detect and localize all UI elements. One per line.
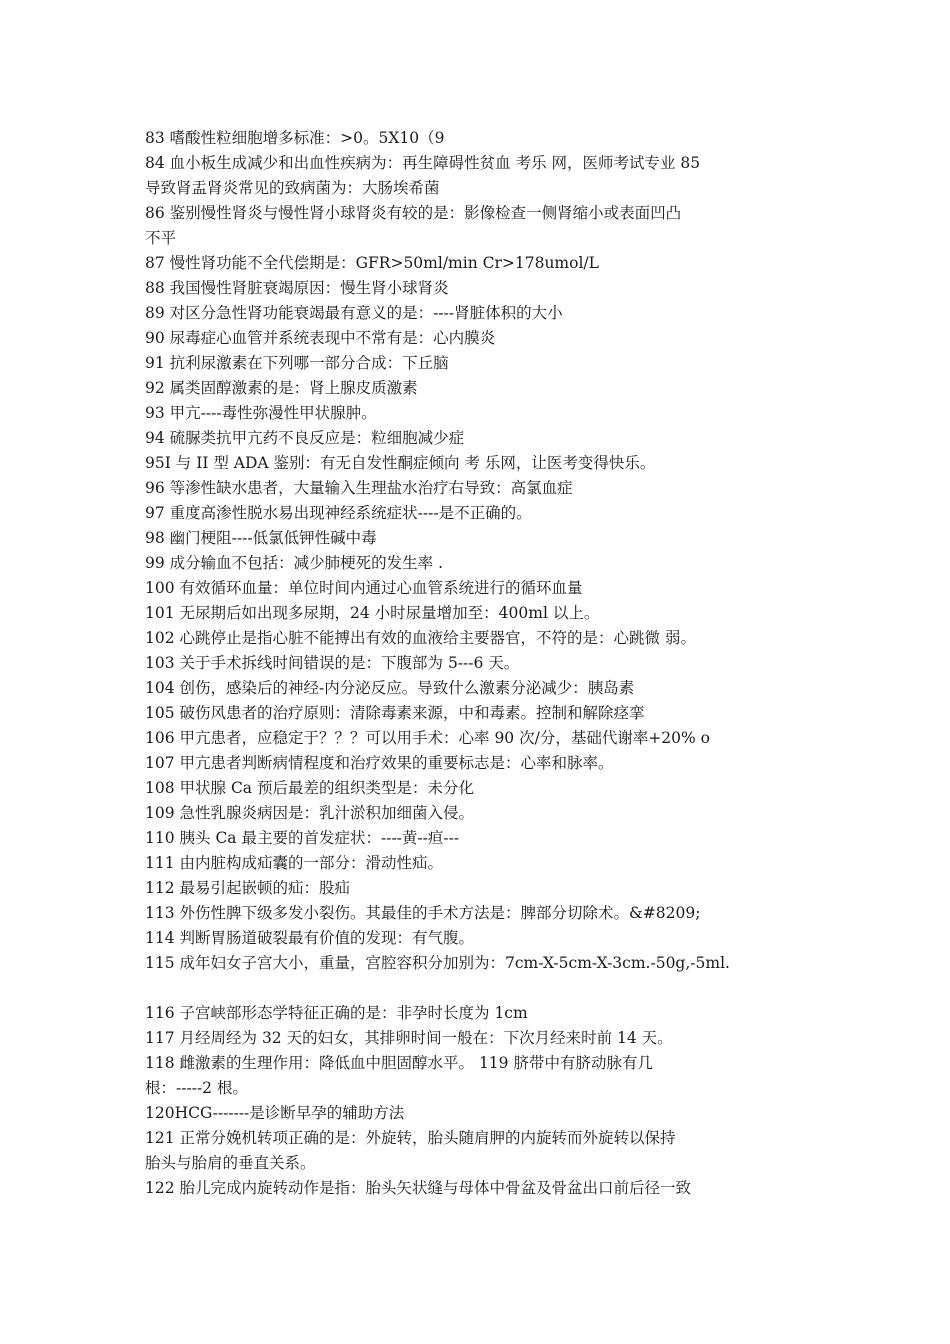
text-line: 90 尿毒症心血管并系统表现中不常有是：心内膜炎 (145, 329, 496, 347)
text-line: 113 外伤性脾下级多发小裂伤。其最佳的手术方法是：脾部分切除术。&#8209; (145, 904, 701, 922)
text-line: 112 最易引起嵌顿的疝：股疝 (145, 879, 351, 897)
text-line: 101 无尿期后如出现多尿期，24 小时尿量增加至：400ml 以上。 (145, 604, 600, 622)
text-line: 120HCG-------是诊断早孕的辅助方法 (145, 1104, 405, 1122)
text-line: 98 幽门梗阻----低氯低钾性碱中毒 (145, 529, 377, 547)
text-line: 110 胰头 Ca 最主要的首发症状：----黄--疸--- (145, 829, 460, 847)
text-line: 114 判断胃肠道破裂最有价值的发现：有气腹。 (145, 929, 475, 947)
text-line: 92 属类固醇激素的是：肾上腺皮质激素 (145, 379, 418, 397)
text-line: 108 甲状腺 Ca 预后最差的组织类型是：未分化 (145, 779, 474, 797)
text-line: 100 有效循环血量：单位时间内通过心血管系统进行的循环血量 (145, 579, 583, 597)
text-line: 106 甲亢患者，应稳定于？？？可以用手术：心率 90 次/分，基础代谢率+20% o (145, 729, 711, 747)
text-line: 导致肾盂肾炎常见的致病菌为：大肠埃希菌 (145, 179, 440, 197)
text-line: 87 慢性肾功能不全代偿期是：GFR>50ml/min Cr>178umol/L (145, 254, 599, 272)
text-line: 96 等渗性缺水患者，大量输入生理盐水治疗右导致：高氯血症 (145, 479, 573, 497)
text-line: 105 破伤风患者的治疗原则：清除毒素来源，中和毒素。控制和解除痉挛 (145, 704, 645, 722)
text-line: 115 成年妇女子宫大小，重量，宫腔容积分加别为：7cm-X-5cm-X-3cm.-50g,-5ml. (145, 954, 730, 972)
text-line: 胎头与胎肩的垂直关系。 (145, 1154, 316, 1172)
text-line: 不平 (145, 229, 177, 247)
text-line: 104 创伤，感染后的神经-内分泌反应。导致什么激素分泌减少：胰岛素 (145, 679, 635, 697)
text-line: 83 嗜酸性粒细胞增多标准：>0。5X10（9 (145, 129, 445, 147)
text-line: 88 我国慢性肾脏衰竭原因：慢生肾小球肾炎 (145, 279, 449, 297)
text-line: 117 月经周经为 32 天的妇女，其排卵时间一般在：下次月经来时前 14 天。 (145, 1029, 673, 1047)
text-line: 97 重度高渗性脱水易出现神经系统症状----是不正确的。 (145, 504, 532, 522)
text-line: 95I 与 II 型 ADA 鉴别：有无自发性酮症倾向 考 乐网，让医考变得快乐。 (145, 454, 656, 472)
text-line: 118 雌激素的生理作用：降低血中胆固醇水平。 119 脐带中有脐动脉有几 (145, 1054, 653, 1072)
text-line: 109 急性乳腺炎病因是：乳汁淤积加细菌入侵。 (145, 804, 475, 822)
text-line: 122 胎儿完成内旋转动作是指：胎头矢状缝与母体中骨盆及骨盆出口前后径一致 (145, 1179, 692, 1197)
text-line: 107 甲亢患者判断病情程度和治疗效果的重要标志是：心率和脉率。 (145, 754, 614, 772)
text-line: 103 关于手术拆线时间错误的是：下腹部为 5---6 天。 (145, 654, 520, 672)
text-line: 93 甲亢----毒性弥漫性甲状腺肿。 (145, 404, 377, 422)
document-body (145, 126, 813, 1201)
text-line: 根：-----2 根。 (145, 1079, 248, 1097)
text-line: 91 抗利尿激素在下列哪一部分合成：下丘脑 (145, 354, 449, 372)
text-line: 86 鉴别慢性肾炎与慢性肾小球肾炎有较的是：影像检查一侧肾缩小或表面凹凸 (145, 204, 682, 222)
text-line: 121 正常分娩机转项正确的是：外旋转，胎头随肩胛的内旋转而外旋转以保持 (145, 1129, 676, 1147)
text-line: 94 硫脲类抗甲亢药不良反应是：粒细胞减少症 (145, 429, 465, 447)
text-line: 89 对区分急性肾功能衰竭最有意义的是：----肾脏体积的大小 (145, 304, 563, 322)
blank-line (145, 976, 813, 1001)
text-line: 102 心跳停止是指心脏不能搏出有效的血液给主要器官，不符的是：心跳微 弱。 (145, 629, 696, 647)
text-line: 99 成分输血不包括：减少肺梗死的发生率 . (145, 554, 444, 572)
text-line: 111 由内脏构成疝囊的一部分：滑动性疝。 (145, 854, 444, 872)
text-line: 84 血小板生成减少和出血性疾病为：再生障碍性贫血 考乐 网，医师考试专业 85 (145, 154, 701, 172)
text-line: 116 子宫峡部形态学特征正确的是：非孕时长度为 1cm (145, 1004, 528, 1022)
